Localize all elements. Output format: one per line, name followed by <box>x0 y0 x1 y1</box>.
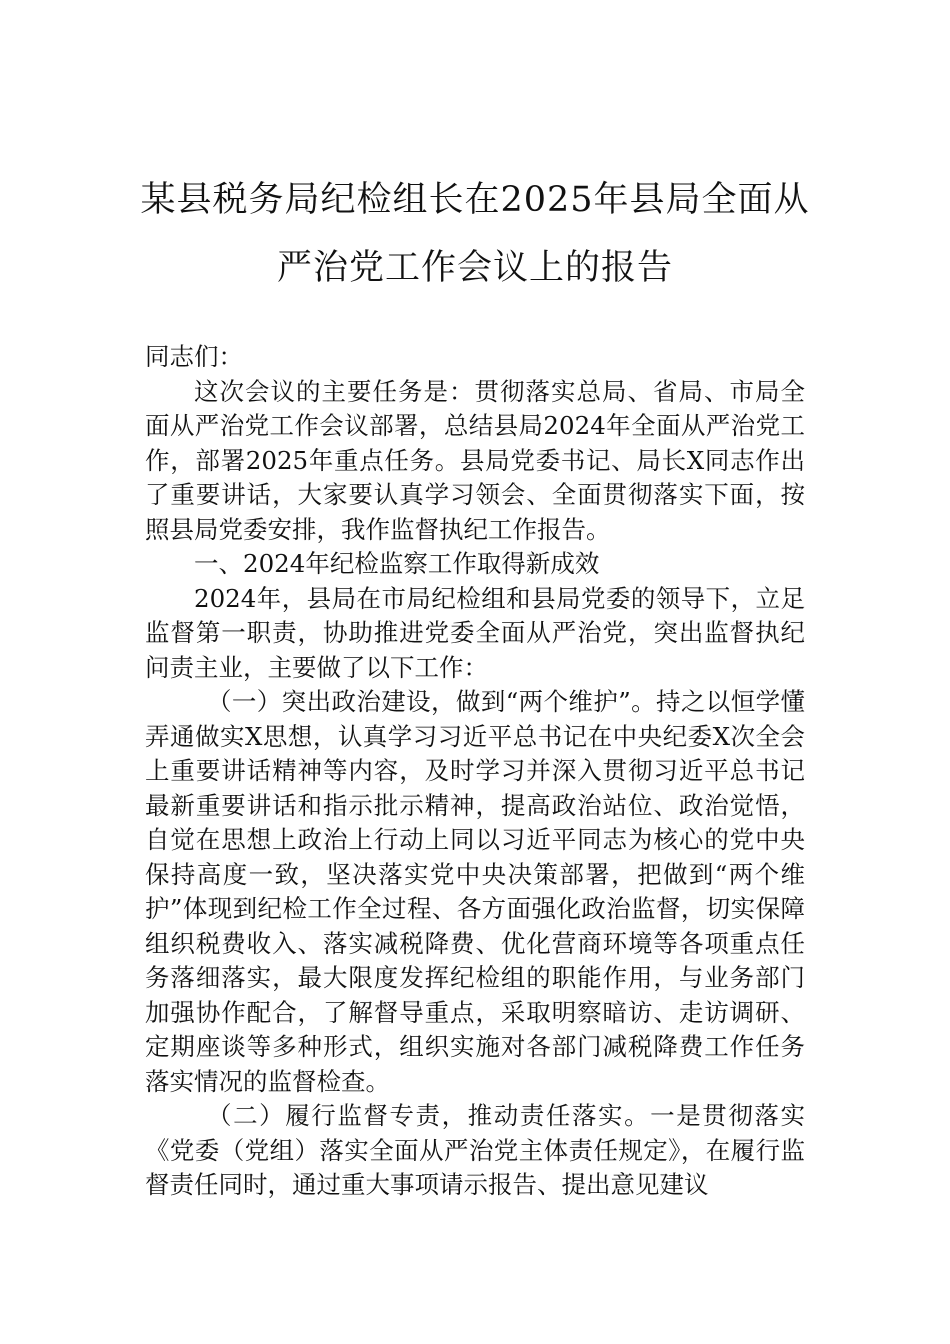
paragraph-subsection-1: （一）突出政治建设，做到“两个维护”。持之以恒学懂弄通做实X思想，认真学习习近平总书记在中央纪委X次全会上重要讲话精神等内容，及时学习并深入贯彻习近平总书记最新重要讲话和指示批示精神，提高政治站位、政治觉悟，自觉在思想上政治上行动上同以习近平同志为核心的党中央保持高度一致，坚决落实党中央决策部署，把做到“两个维护”体现到纪检工作全过程、各方面强化政治监督，切实保障组织税费收入、落实减税降费、优化营商环境等各项重点任务落细落实，最大限度发挥纪检组的职能作用，与业务部门加强协作配合，了解督导重点，采取明察暗访、走访调研、定期座谈等多种形式，组织实施对各部门减税降费工作任务落实情况的监督检查。 <box>145 687 805 1096</box>
document-title-line-1: 某县税务局纪检组长在2025年县局全面从 <box>140 180 810 220</box>
paragraph-subsection-2: （二）履行监督专责，推动责任落实。一是贯彻落实《党委（党组）落实全面从严治党主体责任规定》，在履行监督责任同时，通过重大事项请示报告、提出意见建议 <box>145 1101 805 1199</box>
paragraph-intro: 这次会议的主要任务是：贯彻落实总局、省局、市局全面从严治党工作会议部署，总结县局2024年全面从严治党工作，部署2025年重点任务。县局党委书记、局长X同志作出了重要讲话，大家要认真学习领会、全面贯彻落实下面，按照县局党委安排，我作监督执纪工作报告。 <box>145 376 805 544</box>
paragraph-overview: 2024年，县局在市局纪检组和县局党委的领导下，立足监督第一职责，协助推进党委全面从严治党，突出监督执纪问责主业，主要做了以下工作： <box>145 583 805 682</box>
salutation: 同志们： <box>145 342 243 371</box>
document-body <box>145 340 805 1203</box>
document-title-line-2: 严治党工作会议上的报告 <box>276 248 673 288</box>
section-heading-1: 一、2024年纪检监察工作取得新成效 <box>194 549 600 578</box>
